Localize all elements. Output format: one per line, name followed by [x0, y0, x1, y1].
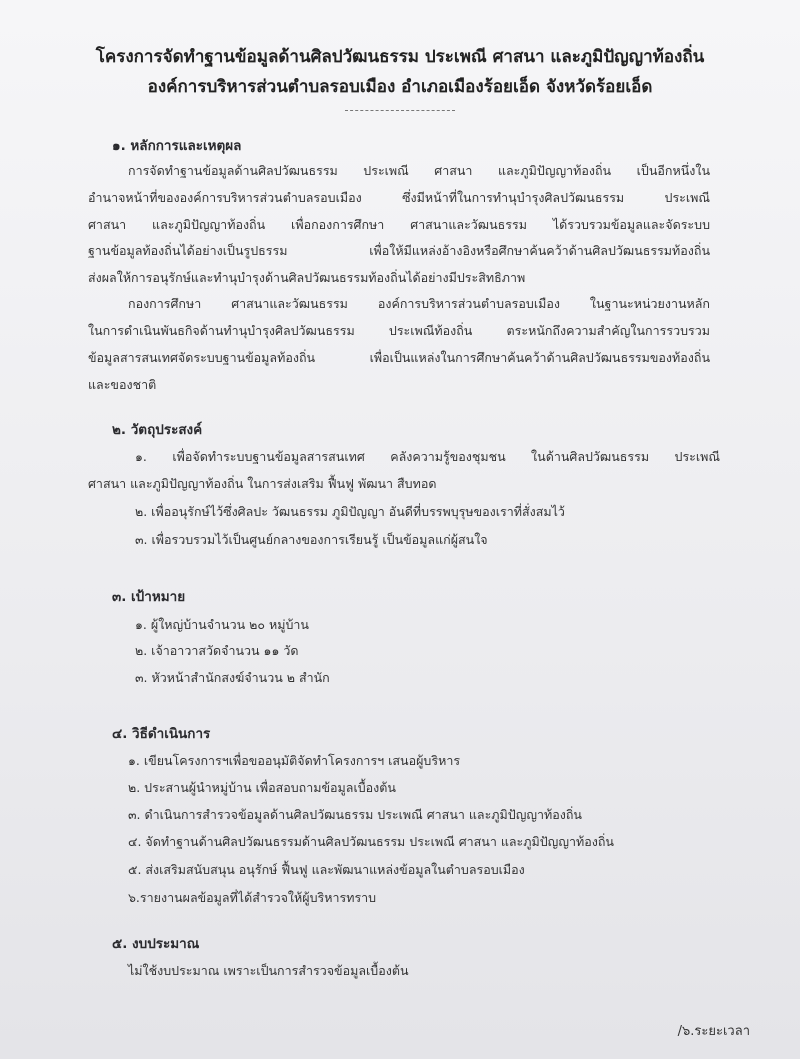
method-item: ๕. ส่งเสริมสนับสนุน อนุรักษ์ ฟื้นฟู และพัฒนาแหล่งข้อมูลในตำบลรอบเมือง: [128, 862, 525, 877]
section-1-para1-line: ฐานข้อมูลท้องถิ่นได้อย่างเป็นรูปธรรม เพื่อให้มีแหล่งอ้างอิงหรือศึกษาค้นคว้าด้านศิลปวัฒนธรรมท้องถิ่น: [88, 243, 710, 258]
section-2-heading: ๒. วัตถุประสงค์: [112, 422, 203, 438]
section-1-para2-line: ข้อมูลสารสนเทศจัดระบบฐานข้อมูลท้องถิ่น เพื่อเป็นแหล่งในการศึกษาค้นคว้าด้านศิลปวัฒนธรรมของท้องถิ่น: [88, 350, 710, 365]
method-item: ๒. ประสานผู้นำหมู่บ้าน เพื่อสอบถามข้อมูลเบื้องต้น: [128, 780, 396, 795]
objective-item: ๒. เพื่ออนุรักษ์ไว้ซึ่งศิลปะ วัฒนธรรม ภูมิปัญญา อันดีที่บรรพบุรุษของเราที่สั่งสมไว้: [135, 504, 565, 519]
section-1-para1-line: การจัดทำฐานข้อมูลด้านศิลปวัฒนธรรม ประเพณี ศาสนา และภูมิปัญญาท้องถิ่น เป็นอีกหนึ่งใน: [128, 163, 710, 178]
section-1-para1-line: ส่งผลให้การอนุรักษ์และทำนุบำรุงด้านศิลปวัฒนธรรมท้องถิ่นได้อย่างมีประสิทธิภาพ: [88, 270, 526, 285]
section-1-para1-line: ศาสนา และภูมิปัญญาท้องถิ่น เพื่อกองการศึกษา ศาสนาและวัฒนธรรม ได้รวบรวมข้อมูลและจัดระบบ: [88, 217, 710, 232]
target-item: ๓. หัวหน้าสำนักสงฆ์จำนวน ๒ สำนัก: [135, 670, 330, 685]
section-1-para2-line: ในการดำเนินพันธกิจด้านทำนุบำรุงศิลปวัฒนธรรม ประเพณีท้องถิ่น ตระหนักถึงความสำคัญในการรวบรวม: [88, 323, 710, 338]
method-item: ๔. จัดทำฐานด้านศิลปวัฒนธรรมด้านศิลปวัฒนธรรม ประเพณี ศาสนา และภูมิปัญญาท้องถิ่น: [128, 834, 614, 849]
title-divider: [345, 110, 455, 111]
objective-item-continued: ศาสนา และภูมิปัญญาท้องถิ่น ในการส่งเสริม ฟื้นฟู พัฒนา สืบทอด: [88, 476, 437, 491]
target-item: ๑. ผู้ใหญ่บ้านจำนวน ๒๐ หมู่บ้าน: [135, 617, 309, 632]
section-5-heading: ๕. งบประมาณ: [112, 936, 200, 952]
section-3-heading: ๓. เป้าหมาย: [112, 589, 186, 605]
section-1-heading: ๑. หลักการและเหตุผล: [112, 138, 242, 154]
method-item: ๑. เขียนโครงการฯเพื่อขออนุมัติจัดทำโครงการฯ เสนอผู้บริหาร: [128, 753, 461, 768]
continuation-reference: /๖.ระยะเวลา: [677, 1024, 750, 1039]
document-title-line1: โครงการจัดทำฐานข้อมูลด้านศิลปวัฒนธรรม ประเพณี ศาสนา และภูมิปัญญาท้องถิ่น: [95, 47, 705, 67]
section-1-para2-line: กองการศึกษา ศาสนาและวัฒนธรรม องค์การบริหารส่วนตำบลรอบเมือง ในฐานะหน่วยงานหลัก: [128, 296, 710, 311]
method-item: ๖.รายงานผลข้อมูลที่ได้สำรวจให้ผู้บริหารทราบ: [128, 890, 377, 905]
objective-item: ๑. เพื่อจัดทำระบบฐานข้อมูลสารสนเทศ คลังความรู้ของชุมชน ในด้านศิลปวัฒนธรรม ประเพณี: [135, 449, 720, 464]
budget-text: ไม่ใช้งบประมาณ เพราะเป็นการสำรวจข้อมูลเบื้องต้น: [128, 963, 409, 978]
target-item: ๒. เจ้าอาวาสวัดจำนวน ๑๑ วัด: [135, 643, 299, 658]
objective-item: ๓. เพื่อรวบรวมไว้เป็นศูนย์กลางของการเรียนรู้ เป็นข้อมูลแก่ผู้สนใจ: [135, 532, 488, 547]
section-4-heading: ๔. วิธีดำเนินการ: [112, 726, 211, 742]
section-1-para2-line: และของชาติ: [88, 377, 157, 392]
section-1-para1-line: อำนาจหน้าที่ขององค์การบริหารส่วนตำบลรอบเมือง ซึ่งมีหน้าที่ในการทำนุบำรุงศิลปวัฒนธรรม ประเพณี: [88, 190, 710, 205]
document-title-line2: องค์การบริหารส่วนตำบลรอบเมือง อำเภอเมืองร้อยเอ็ด จังหวัดร้อยเอ็ด: [147, 77, 653, 97]
method-item: ๓. ดำเนินการสำรวจข้อมูลด้านศิลปวัฒนธรรม ประเพณี ศาสนา และภูมิปัญญาท้องถิ่น: [128, 807, 582, 822]
